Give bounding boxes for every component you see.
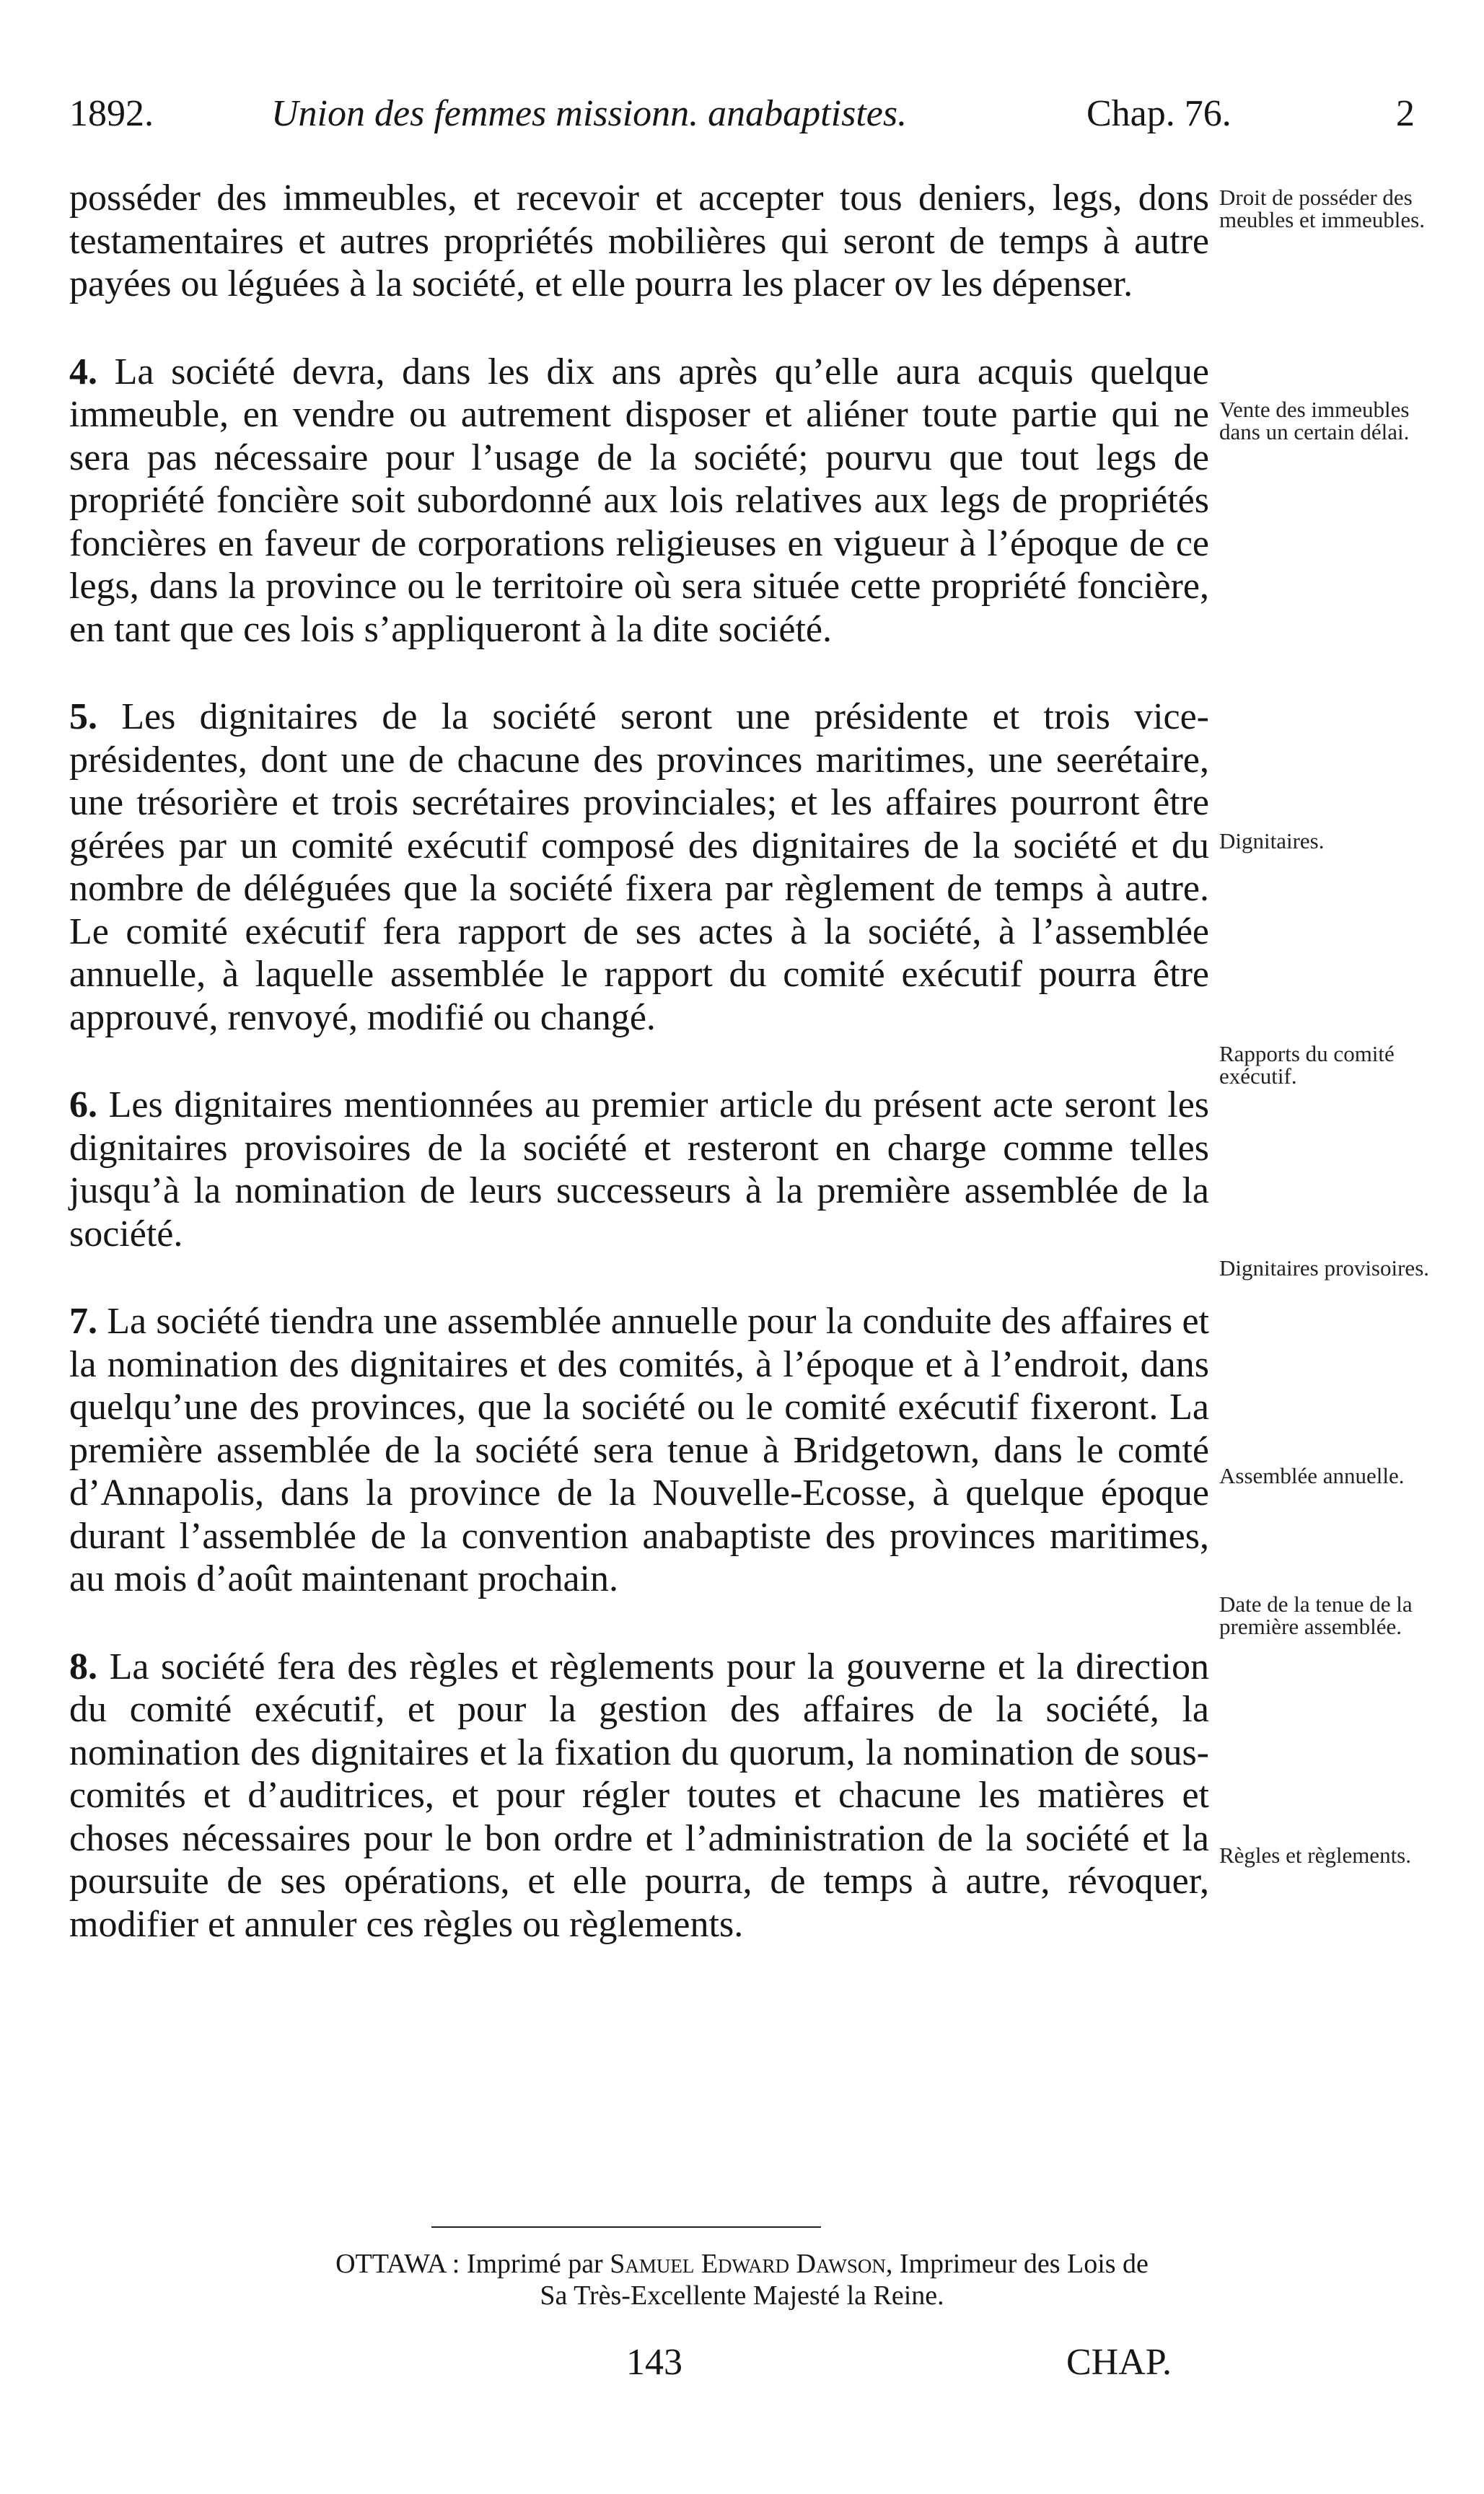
section-6	[69, 1084, 1209, 1255]
footer-page-number: 143	[626, 2342, 682, 2383]
header-title: Union des femmes missionn. anabaptistes.	[271, 93, 908, 134]
margin-note: Assemblée annuelle.	[1219, 1463, 1405, 1488]
section-number: 6.	[69, 1084, 97, 1125]
footer-catchword: CHAP.	[1066, 2342, 1172, 2383]
paragraph-text: posséder des immeubles, et recevoir et accepter tous deniers, legs, dons testamentaires et autres propriétés mobilières qui seront de temps à autre payées ou léguées à la société, et elle pourra les placer ov les dépenser.	[69, 177, 1209, 304]
body-text	[69, 177, 1209, 1946]
running-header	[69, 92, 1415, 143]
margin-note: Dignitaires provisoires.	[1219, 1255, 1430, 1281]
paragraph-text: La société fera des règles et règlements pour la gouverne et la direction du comité exécutif, et pour la gestion des affaires de la société, la nomination des dignitaires et la fixation du quorum, la nomination de sous-comités et d’auditrices, et pour régler toutes et chacune les matières et choses nécessaires pour le bon ordre et l’administration de la société et la poursuite de ses opérations, et elle pourra, de temps à autre, révoquer, modifier et annuler ces règles ou règlements.	[69, 1646, 1210, 1945]
header-year: 1892.	[69, 93, 154, 134]
paragraph-text: Les dignitaires mentionnées au premier article du présent acte seront les dignitaires provisoires de la société et resteront en charge comme telles jusqu’à la nomination de leurs successeurs à la première assemblée de la société.	[69, 1084, 1210, 1255]
header-chapter: Chap. 76.	[1086, 93, 1231, 134]
margin-note: Date de la tenue de la première assemblée.	[1219, 1591, 1413, 1639]
paragraph-continuation	[69, 177, 1209, 306]
margin-note: Vente des immeubles dans un certain délai.	[1219, 397, 1410, 444]
section-number: 4.	[69, 351, 97, 392]
section-8	[69, 1646, 1209, 1946]
divider-rule	[431, 2226, 821, 2228]
paragraph-text: Les dignitaires de la société seront une présidente et trois vice-présidentes, dont une de chacune des provinces maritimes, une seerétaire, une trésorière et trois secrétaires provinciales; et les affaires pourront être gérées par un comité exécutif composé des dignitaires de la société et du nombre de déléguées que la société fixera par règlement de temps à autre. Le comité exécutif fera rapport de ses actes à la société, à l’assemblée annuelle, à laquelle assemblée le rapport du comité exécutif pourra être approuvé, renvoyé, modifié ou changé.	[69, 696, 1209, 1038]
margin-note: Dignitaires.	[1219, 828, 1325, 853]
imprint-prefix: OTTAWA : Imprimé par	[335, 2249, 603, 2279]
header-page-number: 2	[1396, 93, 1415, 134]
imprint-line-1	[69, 2248, 1415, 2280]
margin-note: Règles et règlements.	[1219, 1843, 1411, 1868]
section-4	[69, 351, 1209, 651]
paragraph-text: La société tiendra une assemblée annuelle pour la conduite des affaires et la nomination des dignitaires et des comités, à l’époque et à l’endroit, dans quelqu’une des provinces, que la société ou le comité exécutif fixeront. La première assemblée de la société sera tenue à Bridgetown, dans le comté d’Annapolis, dans la province de la Nouvelle-Ecosse, à quelque époque durant l’assemblée de la convention anabaptiste des provinces maritimes, au mois d’août maintenant prochain.	[69, 1301, 1210, 1599]
section-number: 5.	[69, 696, 97, 737]
section-5	[69, 695, 1209, 1039]
margin-note: Rapports du comité exécutif.	[1219, 1041, 1395, 1089]
section-number: 7.	[69, 1301, 97, 1342]
section-number: 8.	[69, 1646, 97, 1687]
imprint-suffix: , Imprimeur des Lois de	[885, 2249, 1149, 2279]
margin-note: Droit de posséder des meubles et immeubles.	[1219, 185, 1425, 232]
section-7	[69, 1300, 1209, 1601]
paragraph-text: La société devra, dans les dix ans après qu’elle aura acquis quelque immeuble, en vendre ou autrement disposer et aliéner toute partie qui ne sera pas nécessaire pour l’usage de la société; pourvu que tout legs de propriété foncière soit subordonné aux lois relatives aux legs de propriétés foncières en faveur de corporations religieuses en vigueur à l’époque de ce legs, dans la province ou le territoire où sera située cette propriété foncière, en tant que ces lois s’appliqueront à la dite société.	[69, 351, 1210, 650]
imprint-printer: Samuel Edward Dawson	[610, 2249, 886, 2279]
imprint-line-2: Sa Très-Excellente Majesté la Reine.	[540, 2280, 944, 2311]
